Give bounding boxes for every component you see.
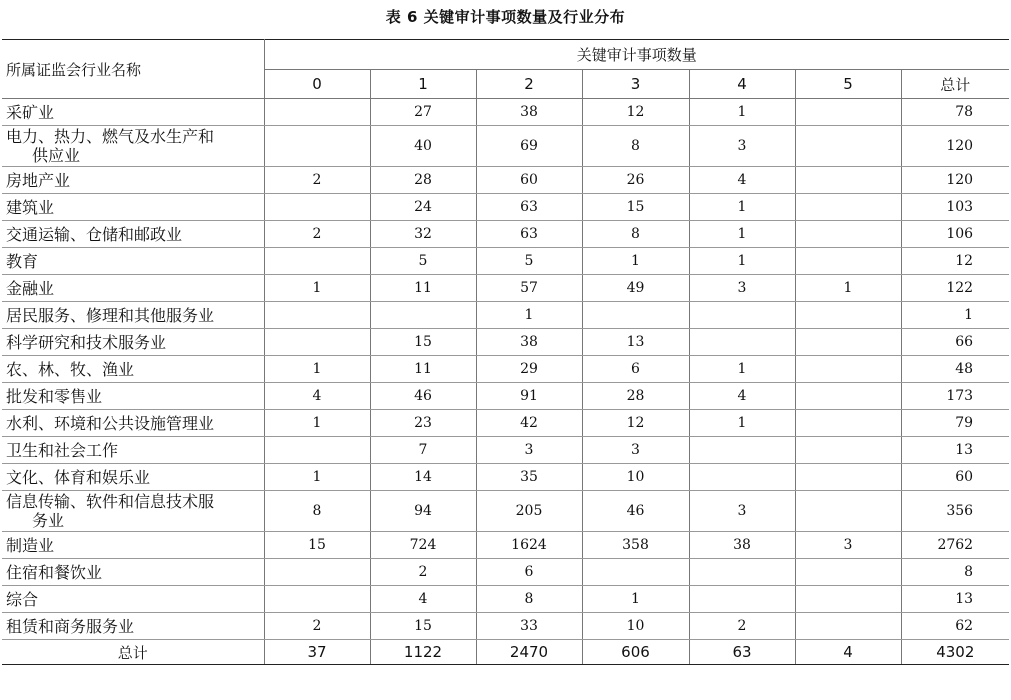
industry-name xyxy=(2,248,264,275)
count-cell xyxy=(795,410,901,437)
count-cell: 2 xyxy=(264,221,370,248)
count-cell xyxy=(582,302,689,329)
table-row xyxy=(2,248,1009,275)
row-label-header: 所属证监会行业名称 xyxy=(2,40,264,99)
count-cell xyxy=(795,221,901,248)
count-cell: 5 xyxy=(370,248,476,275)
count-cell: 8 xyxy=(582,221,689,248)
count-cell: 4 xyxy=(370,586,476,613)
table-row xyxy=(2,275,1009,302)
row-total-cell: 8 xyxy=(901,559,1009,586)
count-cell: 6 xyxy=(582,356,689,383)
count-cell: 26 xyxy=(582,167,689,194)
count-cell: 8 xyxy=(476,586,582,613)
count-cell: 3 xyxy=(582,437,689,464)
count-cell: 38 xyxy=(476,99,582,126)
count-cell xyxy=(795,248,901,275)
count-cell: 28 xyxy=(370,167,476,194)
count-cell: 32 xyxy=(370,221,476,248)
count-cell: 10 xyxy=(582,464,689,491)
total-row xyxy=(2,640,1009,665)
industry-name-line: 教育 xyxy=(6,251,39,271)
column-total-cell: 1122 xyxy=(370,640,476,665)
row-total-cell: 2762 xyxy=(901,532,1009,559)
count-cell: 94 xyxy=(370,491,476,532)
count-cell: 2 xyxy=(264,167,370,194)
table-row xyxy=(2,356,1009,383)
count-cell: 15 xyxy=(582,194,689,221)
industry-name xyxy=(2,464,264,491)
count-cell xyxy=(689,559,795,586)
column-header-2: 2 xyxy=(476,70,582,99)
table-row xyxy=(2,559,1009,586)
table-row xyxy=(2,383,1009,410)
count-cell: 1 xyxy=(689,410,795,437)
count-cell: 8 xyxy=(582,126,689,167)
table-row xyxy=(2,410,1009,437)
count-cell: 1 xyxy=(264,410,370,437)
table-body xyxy=(2,99,1009,640)
count-cell xyxy=(795,437,901,464)
industry-name-line: 制造业 xyxy=(6,535,55,555)
count-cell: 29 xyxy=(476,356,582,383)
column-header-0: 0 xyxy=(264,70,370,99)
count-cell: 38 xyxy=(476,329,582,356)
count-cell: 63 xyxy=(476,221,582,248)
count-cell: 1 xyxy=(582,586,689,613)
count-cell: 28 xyxy=(582,383,689,410)
industry-name xyxy=(2,126,264,167)
count-cell xyxy=(795,329,901,356)
table-row xyxy=(2,99,1009,126)
count-cell xyxy=(795,99,901,126)
industry-name-line: 建筑业 xyxy=(6,197,55,217)
industry-name-line: 水利、环境和公共设施管理业 xyxy=(6,413,215,433)
row-total-cell: 66 xyxy=(901,329,1009,356)
count-cell: 57 xyxy=(476,275,582,302)
count-cell xyxy=(264,99,370,126)
table-row xyxy=(2,302,1009,329)
column-total-cell: 4 xyxy=(795,640,901,665)
industry-name-line: 文化、体育和娱乐业 xyxy=(6,467,151,487)
industry-name xyxy=(2,275,264,302)
count-cell: 1 xyxy=(689,99,795,126)
column-header-4: 4 xyxy=(689,70,795,99)
table-row xyxy=(2,167,1009,194)
count-cell xyxy=(264,302,370,329)
count-cell: 11 xyxy=(370,275,476,302)
count-cell: 1 xyxy=(476,302,582,329)
count-cell xyxy=(795,383,901,410)
count-cell xyxy=(795,167,901,194)
industry-name-line: 采矿业 xyxy=(6,102,55,122)
industry-name-line: 卫生和社会工作 xyxy=(6,440,119,460)
count-cell: 1 xyxy=(582,248,689,275)
count-cell: 15 xyxy=(370,613,476,640)
count-cell: 358 xyxy=(582,532,689,559)
count-cell xyxy=(264,329,370,356)
row-total-cell: 173 xyxy=(901,383,1009,410)
table-header xyxy=(2,40,1009,99)
column-header-3: 3 xyxy=(582,70,689,99)
count-cell: 3 xyxy=(476,437,582,464)
count-cell: 40 xyxy=(370,126,476,167)
row-total-cell: 122 xyxy=(901,275,1009,302)
count-cell xyxy=(582,559,689,586)
industry-name-line: 金融业 xyxy=(6,278,55,298)
total-row-label: 总计 xyxy=(2,640,264,665)
count-cell: 1 xyxy=(689,194,795,221)
industry-name xyxy=(2,302,264,329)
row-total-cell: 48 xyxy=(901,356,1009,383)
count-cell xyxy=(795,586,901,613)
count-cell: 724 xyxy=(370,532,476,559)
industry-name xyxy=(2,410,264,437)
table-row xyxy=(2,126,1009,167)
industry-name-line: 交通运输、仓储和邮政业 xyxy=(6,224,183,244)
table-row xyxy=(2,491,1009,532)
count-cell: 91 xyxy=(476,383,582,410)
industry-name-line: 农、林、牧、渔业 xyxy=(6,359,135,379)
count-cell xyxy=(689,586,795,613)
count-cell: 46 xyxy=(582,491,689,532)
count-cell: 27 xyxy=(370,99,476,126)
count-cell: 6 xyxy=(476,559,582,586)
table-row xyxy=(2,194,1009,221)
count-cell: 60 xyxy=(476,167,582,194)
industry-name-line: 务业 xyxy=(32,511,65,530)
count-cell: 15 xyxy=(264,532,370,559)
industry-name xyxy=(2,559,264,586)
count-cell: 63 xyxy=(476,194,582,221)
count-cell xyxy=(689,302,795,329)
row-total-cell: 12 xyxy=(901,248,1009,275)
row-total-cell: 60 xyxy=(901,464,1009,491)
column-header-total: 总计 xyxy=(901,70,1009,99)
row-total-cell: 356 xyxy=(901,491,1009,532)
row-total-cell: 103 xyxy=(901,194,1009,221)
industry-name-line: 批发和零售业 xyxy=(6,386,103,406)
count-cell: 46 xyxy=(370,383,476,410)
count-cell xyxy=(264,248,370,275)
count-cell xyxy=(264,126,370,167)
count-cell xyxy=(264,559,370,586)
industry-name xyxy=(2,437,264,464)
row-total-cell: 62 xyxy=(901,613,1009,640)
table-row xyxy=(2,532,1009,559)
industry-name xyxy=(2,532,264,559)
table-row xyxy=(2,464,1009,491)
industry-name-line: 供应业 xyxy=(32,146,81,165)
industry-name xyxy=(2,383,264,410)
count-cell: 14 xyxy=(370,464,476,491)
industry-name xyxy=(2,167,264,194)
industry-name-line: 电力、热力、燃气及水生产和 xyxy=(6,127,215,146)
count-cell: 1 xyxy=(264,275,370,302)
count-cell: 12 xyxy=(582,410,689,437)
count-cell: 2 xyxy=(689,613,795,640)
group-header: 关键审计事项数量 xyxy=(264,40,1009,70)
column-total-cell: 63 xyxy=(689,640,795,665)
count-cell xyxy=(795,126,901,167)
count-cell: 11 xyxy=(370,356,476,383)
count-cell: 3 xyxy=(795,532,901,559)
count-cell: 1 xyxy=(264,356,370,383)
count-cell: 12 xyxy=(582,99,689,126)
industry-name xyxy=(2,221,264,248)
count-cell: 8 xyxy=(264,491,370,532)
count-cell: 1 xyxy=(689,221,795,248)
count-cell: 3 xyxy=(689,275,795,302)
row-total-cell: 120 xyxy=(901,126,1009,167)
count-cell: 1 xyxy=(795,275,901,302)
count-cell xyxy=(795,194,901,221)
table-row xyxy=(2,437,1009,464)
industry-name xyxy=(2,329,264,356)
count-cell: 2 xyxy=(370,559,476,586)
industry-name xyxy=(2,99,264,126)
count-cell: 24 xyxy=(370,194,476,221)
count-cell xyxy=(370,302,476,329)
count-cell: 4 xyxy=(689,167,795,194)
count-cell: 1 xyxy=(689,248,795,275)
table-row xyxy=(2,221,1009,248)
industry-name-line: 科学研究和技术服务业 xyxy=(6,332,167,352)
column-header-1: 1 xyxy=(370,70,476,99)
industry-name-line: 房地产业 xyxy=(6,170,71,190)
count-cell: 23 xyxy=(370,410,476,437)
count-cell xyxy=(795,613,901,640)
industry-name xyxy=(2,586,264,613)
table-row xyxy=(2,613,1009,640)
count-cell: 5 xyxy=(476,248,582,275)
row-total-cell: 120 xyxy=(901,167,1009,194)
row-total-cell: 106 xyxy=(901,221,1009,248)
industry-name-line: 综合 xyxy=(6,589,39,609)
count-cell xyxy=(264,194,370,221)
table-row xyxy=(2,329,1009,356)
count-cell: 1 xyxy=(689,356,795,383)
count-cell: 13 xyxy=(582,329,689,356)
industry-name-line: 住宿和餐饮业 xyxy=(6,562,103,582)
count-cell: 15 xyxy=(370,329,476,356)
industry-name xyxy=(2,491,264,532)
count-cell: 4 xyxy=(264,383,370,410)
column-header-5: 5 xyxy=(795,70,901,99)
count-cell: 38 xyxy=(689,532,795,559)
count-cell: 49 xyxy=(582,275,689,302)
count-cell xyxy=(795,464,901,491)
count-cell xyxy=(689,464,795,491)
row-total-cell: 13 xyxy=(901,437,1009,464)
industry-name-line: 居民服务、修理和其他服务业 xyxy=(6,305,215,325)
count-cell: 1624 xyxy=(476,532,582,559)
count-cell xyxy=(264,437,370,464)
grand-total-cell: 4302 xyxy=(901,640,1009,665)
count-cell: 10 xyxy=(582,613,689,640)
table-row xyxy=(2,586,1009,613)
count-cell xyxy=(689,329,795,356)
count-cell: 205 xyxy=(476,491,582,532)
count-cell xyxy=(264,586,370,613)
count-cell xyxy=(689,437,795,464)
count-cell: 42 xyxy=(476,410,582,437)
count-cell: 3 xyxy=(689,126,795,167)
column-total-cell: 37 xyxy=(264,640,370,665)
count-cell: 2 xyxy=(264,613,370,640)
count-cell: 3 xyxy=(689,491,795,532)
count-cell: 7 xyxy=(370,437,476,464)
table-title: 表 6 关键审计事项数量及行业分布 xyxy=(385,8,626,26)
count-cell xyxy=(795,491,901,532)
industry-name-line: 信息传输、软件和信息技术服 xyxy=(6,492,215,511)
row-total-cell: 1 xyxy=(901,302,1009,329)
column-total-cell: 606 xyxy=(582,640,689,665)
count-cell: 33 xyxy=(476,613,582,640)
industry-name xyxy=(2,194,264,221)
industry-kam-table xyxy=(2,39,1009,665)
row-total-cell: 78 xyxy=(901,99,1009,126)
row-total-cell: 13 xyxy=(901,586,1009,613)
count-cell: 35 xyxy=(476,464,582,491)
row-total-cell: 79 xyxy=(901,410,1009,437)
industry-name xyxy=(2,356,264,383)
column-total-cell: 2470 xyxy=(476,640,582,665)
industry-name xyxy=(2,613,264,640)
count-cell xyxy=(795,302,901,329)
count-cell: 1 xyxy=(264,464,370,491)
industry-name-line: 租赁和商务服务业 xyxy=(6,616,135,636)
count-cell xyxy=(795,559,901,586)
count-cell: 4 xyxy=(689,383,795,410)
count-cell xyxy=(795,356,901,383)
count-cell: 69 xyxy=(476,126,582,167)
